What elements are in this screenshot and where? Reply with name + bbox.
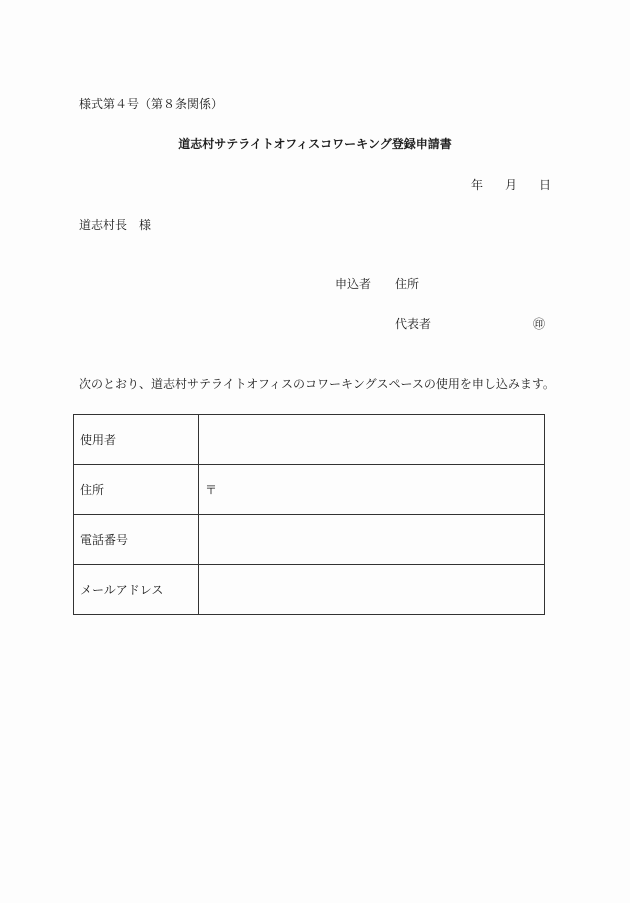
row-value-address[interactable]: 〒 bbox=[199, 465, 545, 515]
applicant-address-label: 住所 bbox=[395, 277, 420, 291]
table-row-email bbox=[74, 565, 545, 615]
date-month: 月 bbox=[504, 178, 517, 192]
table-row-address bbox=[74, 465, 545, 515]
row-value-phone[interactable] bbox=[199, 515, 545, 565]
row-label-user: 使用者 bbox=[74, 415, 199, 465]
row-value-user[interactable] bbox=[199, 415, 545, 465]
row-label-address: 住所 bbox=[74, 465, 199, 515]
seal-mark: ㊞ bbox=[533, 317, 546, 331]
form-number: 様式第４号（第８条関係） bbox=[79, 97, 224, 111]
row-label-phone: 電話番号 bbox=[74, 515, 199, 565]
application-statement: 次のとおり、道志村サテライトオフィスのコワーキングスペースの使用を申し込みます。 bbox=[79, 377, 555, 391]
form-title: 道志村サテライトオフィスコワーキング登録申請書 bbox=[178, 137, 452, 151]
representative-label: 代表者 bbox=[395, 317, 432, 331]
table-row-user bbox=[74, 415, 545, 465]
date-year: 年 bbox=[470, 178, 483, 192]
addressee: 道志村長 様 bbox=[79, 218, 152, 232]
applicant-info-table bbox=[73, 414, 545, 615]
date-line bbox=[471, 178, 551, 192]
row-value-email[interactable] bbox=[199, 565, 545, 615]
table-row-phone bbox=[74, 515, 545, 565]
row-label-email: メールアドレス bbox=[74, 565, 199, 615]
date-day: 日 bbox=[538, 178, 551, 192]
applicant-label: 申込者 bbox=[335, 277, 372, 291]
